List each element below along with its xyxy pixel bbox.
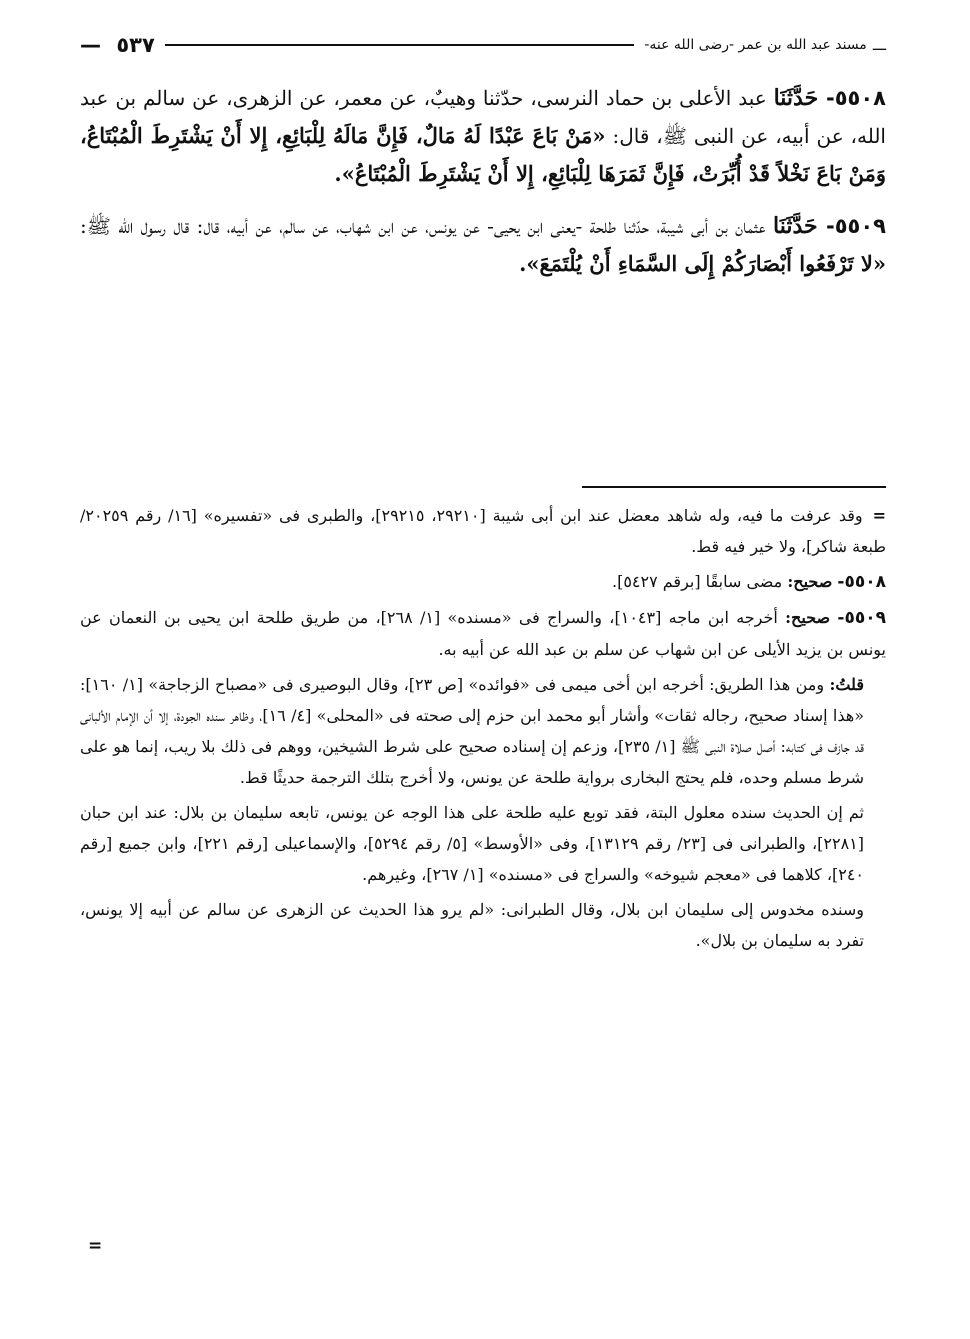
hadith-number: ٥٥٠٨ <box>834 86 887 110</box>
footnotes <box>80 500 886 960</box>
hadith-number: ٥٥٠٩ <box>834 214 886 238</box>
continuation-mark: = <box>872 506 887 525</box>
header-title: مسند عبد الله بن عمر -رضى الله عنه- <box>644 37 867 53</box>
note-continuation <box>80 500 886 562</box>
note-text: أخرجه ابن ماجه [١٠٤٣]، والسراج فى «مسنده» [١/ ٢٦٨]، من طريق طلحة ابن يحيى بن النعمان عن يونس بن يزيد الأيلى عن ابن شهاب عن سلم بن عبد الله عن أبيه به. <box>80 608 886 659</box>
hadith-matn: «لا تَرْفَعُوا أَبْصَارَكُمْ إِلَى السَّمَاءِ أَنْ يُلْتَمَعَ». <box>519 251 886 276</box>
hadith-5509: ٥٥٠٩- حَدَّثَنَا عثمان بن أبى شيبة، حدّثنا طلحة -يعنى ابن يحيى- عن يونس، عن ابن شهاب، عن سالم، عن أبيه، قال: قال رسول الله ﷺ: «لا تَرْفَعُوا أَبْصَارَكُمْ إِلَى السَّمَاءِ أَنْ يُلْتَمَعَ». <box>80 213 886 276</box>
note-number: ٥٥٠٩- <box>837 608 886 628</box>
note-grade: صحيح: <box>787 572 833 591</box>
note-5508 <box>80 566 886 598</box>
hadith-marker: حَدَّثَنَا <box>773 213 818 239</box>
note-paragraph-3: وسنده مخدوس إلى سليمان ابن بلال، وقال الطبرانى: «لم يرو هذا الحديث عن الزهرى عن سالم عن أبيه إلا يونس، تفرد به سليمان بن بلال». <box>80 900 864 950</box>
header-rule <box>165 44 635 46</box>
footnote-separator <box>582 486 886 488</box>
hadith-isnad: عبد الأعلى بن حماد النرسى، حدّثنا وهيبٌ، عن معمر، عن الزهرى، عن سالم بن عبد الله، عن أبيه، عن النبى ﷺ، قال: <box>80 86 886 148</box>
hadith-matn: «مَنْ بَاعَ عَبْدًا لَهُ مَالٌ، فَإِنَّ مَالَهُ لِلْبَائِعِ، إِلا أَنْ يَشْتَرِطَ الْمُبْتَاعُ، وَمَنْ بَاعَ نَخْلاً قَدْ أُبِّرَتْ، فَإِنَّ ثَمَرَهَا لِلْبَائِعِ، إِلا أَنْ يَشْتَرِطَ الْمُبْتَاعُ». <box>80 123 886 186</box>
note-grade: صحيح: <box>785 608 831 627</box>
note-paragraph-2: ثم إن الحديث سنده معلول البتة، فقد توبع عليه طلحة على هذا الوجه عن يونس، تابعه سليمان بن بلال: عند ابن حبان [٢٢٨١]، والطبرانى فى [٢٣/ رقم ١٣١٢٩]، وفى «الأوسط» [٥/ رقم ٥٢٩٤]، والإسماعيلى [رقم ٢٢١]، وابن جميع [رقم ٢٤٠]، كلاهما فى «معجم شيوخه» والسراج فى «مسنده» [١/ ٢٦٧]، وغيرهم. <box>80 803 865 884</box>
continuation-end-mark: = <box>88 1236 103 1256</box>
note-text: مضى سابقًا [برقم ٥٤٢٧]. <box>611 572 783 591</box>
hadith-isnad: عثمان بن أبى شيبة، حدّثنا طلحة -يعنى ابن يحيى- عن يونس، عن ابن شهاب، عن سالم، عن أبيه، قال: قال رسول الله ﷺ: <box>80 214 766 238</box>
hadith-text <box>80 80 886 298</box>
note-number: ٥٥٠٨- <box>837 572 886 592</box>
hadith-marker: حَدَّثَنَا <box>773 85 819 111</box>
qultu-label: قلتُ: <box>829 675 864 694</box>
continuation-text: وقد عرفت ما فيه، وله شاهد معضل عند ابن أبى شيبة [٢٩٢١٠، ٢٩٢١٥]، والطبرى فى «تفسيره» [١٦/ رقم ٢٠٢٥٩/ طبعة شاكر]، ولا خير فيه قط. <box>80 506 886 556</box>
note-qultu <box>80 669 886 793</box>
qultu-text: ومن هذا الطريق: أخرجه ابن أخى ميمى فى «فوائده» [ص ٢٣]، وقال البوصيرى فى «مصباح الزجاجة» [١/ ١٦٠]: «هذا إسناد صحيح، رجاله ثقات» وأشار أبو محمد ابن حزم إلى صحته فى «المحلى» [٤/ ١٦]، وظاهر سنده الجودة، إلا أن الإمام الألبانى قد جازف فى كتابه: أصل صلاة النبى ﷺ [١/ ٢٣٥]، وزعم إن إسناده صحيح على شرط الشيخين، ووهم فى ذلك بلا ريب، إنما هو على شرط مسلم وحده، فلم يحتج البخارى برواية طلحة عن يونس، ولا أخرج بتلك الترجمة حديثًا قط. <box>80 675 864 787</box>
page-number: ٥٣٧ — <box>80 33 155 57</box>
note-5509 <box>80 602 886 665</box>
header-dash: ـــ <box>872 36 886 54</box>
hadith-5508: ٥٥٠٨- حَدَّثَنَا عبد الأعلى بن حماد النرسى، حدّثنا وهيبٌ، عن معمر، عن الزهرى، عن سالم بن عبد الله، عن أبيه، عن النبى ﷺ، قال: «مَنْ بَاعَ عَبْدًا لَهُ مَالٌ، فَإِنَّ مَالَهُ لِلْبَائِعِ، إِلا أَنْ يَشْتَرِطَ الْمُبْتَاعُ، وَمَنْ بَاعَ نَخْلاً قَدْ أُبِّرَتْ، فَإِنَّ ثَمَرَهَا لِلْبَائِعِ، إِلا أَنْ يَشْتَرِطَ الْمُبْتَاعُ». <box>80 85 887 186</box>
running-header <box>80 30 886 60</box>
